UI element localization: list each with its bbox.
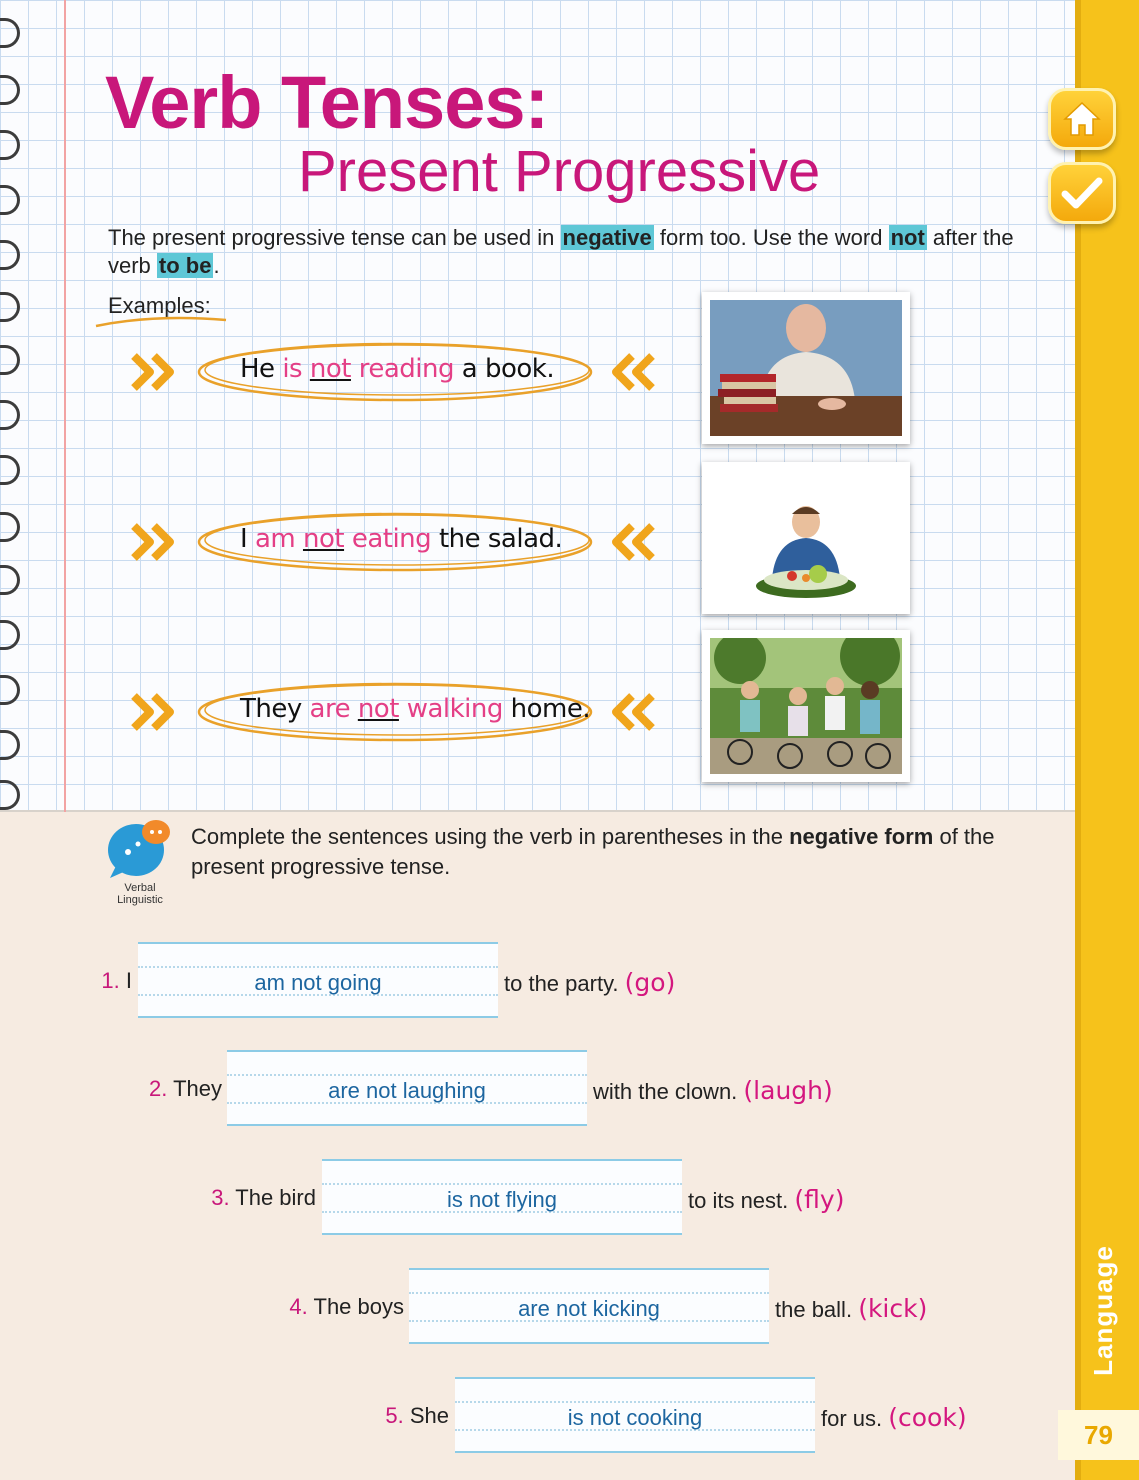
intro-text: The present progressive tense can be used in xyxy=(108,225,555,250)
man-with-books-photo xyxy=(702,292,910,444)
exercise-prefix xyxy=(385,1403,449,1429)
verb-hint: (go) xyxy=(624,968,676,997)
exercise-number: 2. xyxy=(149,1076,168,1101)
check-button[interactable] xyxy=(1048,162,1116,224)
sentence-rest: the salad. xyxy=(438,524,563,554)
instruction-text: Complete the sentences using the verb in parentheses in the xyxy=(191,824,783,849)
boy-with-salad-photo xyxy=(702,462,910,614)
double-chevron-right-icon xyxy=(130,688,186,736)
exercise-subject: They xyxy=(173,1076,222,1101)
sentence-rest: a book. xyxy=(461,354,555,384)
auxiliary-verb: am xyxy=(254,524,296,554)
answer-text: is not cooking xyxy=(567,1405,703,1430)
home-button[interactable] xyxy=(1048,88,1116,150)
subject: I xyxy=(240,524,248,554)
section-label: Language xyxy=(1087,1244,1118,1376)
verbal-linguistic-label xyxy=(100,882,180,906)
intro-paragraph xyxy=(108,224,1038,280)
exercise-suffix xyxy=(688,1185,844,1214)
example-sentence-row xyxy=(130,678,670,748)
examples-underline xyxy=(94,310,234,330)
exercise-rest: the ball. xyxy=(775,1297,853,1322)
notebook-margin-line xyxy=(64,0,66,812)
double-chevron-left-icon xyxy=(600,348,656,396)
verb-hint: (kick) xyxy=(858,1294,928,1323)
family-on-bikes-photo xyxy=(702,630,910,782)
answer-field[interactable] xyxy=(322,1159,682,1235)
example-sentence xyxy=(240,524,562,554)
verbal-linguistic-icon xyxy=(106,818,176,882)
examples-label: Examples: xyxy=(108,293,211,318)
icon-label-line: Linguistic xyxy=(117,894,163,906)
exercise-suffix xyxy=(504,968,675,997)
auxiliary-verb: is xyxy=(282,354,303,384)
highlight-not: not xyxy=(890,225,925,250)
example-sentence xyxy=(240,354,554,384)
example-sentence-row xyxy=(130,338,670,408)
exercise-number: 3. xyxy=(211,1185,230,1210)
instruction-text: of the present progressive tense. xyxy=(191,824,995,879)
exercise-suffix xyxy=(821,1403,967,1432)
highlight-negative: negative xyxy=(562,225,652,250)
exercise-item xyxy=(0,1050,1060,1128)
subject: They xyxy=(240,694,302,724)
answer-field[interactable] xyxy=(227,1050,587,1126)
main-verb: walking xyxy=(406,694,503,724)
exercise-number: 5. xyxy=(385,1403,404,1428)
exercise-number: 1. xyxy=(101,968,120,993)
answer-text: is not flying xyxy=(446,1187,558,1212)
negation-word: not xyxy=(357,694,399,724)
exercise-prefix xyxy=(289,1294,404,1320)
exercise-subject: The bird xyxy=(235,1185,316,1210)
example-sentence xyxy=(240,694,590,724)
exercise-subject: She xyxy=(409,1403,449,1428)
icon-label-line: Verbal xyxy=(124,882,156,894)
exercise-subject: I xyxy=(125,968,132,993)
double-chevron-right-icon xyxy=(130,518,186,566)
verb-hint: (fly) xyxy=(794,1185,845,1214)
auxiliary-verb: are xyxy=(309,694,351,724)
intro-text: . xyxy=(213,253,220,278)
answer-field[interactable] xyxy=(409,1268,769,1344)
answer-text: am not going xyxy=(254,970,382,995)
exercise-rest: with the clown. xyxy=(593,1079,738,1104)
exercise-rest: for us. xyxy=(821,1406,883,1431)
instruction-bold: negative form xyxy=(789,824,934,849)
exercise-subject: The boys xyxy=(313,1294,404,1319)
double-chevron-left-icon xyxy=(600,688,656,736)
answer-text: are not kicking xyxy=(518,1296,660,1321)
exercise-item xyxy=(0,1377,1060,1455)
exercise-item xyxy=(0,1159,1060,1237)
double-chevron-right-icon xyxy=(130,348,186,396)
boy-with-salad-image xyxy=(710,470,902,606)
exercise-prefix xyxy=(149,1076,222,1102)
answer-field[interactable] xyxy=(138,942,498,1018)
answer-text: are not laughing xyxy=(328,1078,486,1103)
man-with-books-image xyxy=(710,300,902,436)
page-subtitle: Present Progressive xyxy=(298,139,821,204)
family-on-bikes-image xyxy=(710,638,902,774)
exercise-item xyxy=(0,942,1060,1020)
activity-instruction xyxy=(191,822,1041,882)
page-title: Verb Tenses: xyxy=(105,61,549,144)
example-sentence-row xyxy=(130,508,670,578)
negation-word: not xyxy=(309,354,351,384)
section-tab[interactable] xyxy=(1083,1220,1123,1400)
exercise-rest: to the party. xyxy=(504,971,619,996)
page-number: 79 xyxy=(1058,1410,1139,1460)
main-verb: reading xyxy=(358,354,454,384)
exercise-prefix xyxy=(101,968,132,994)
verb-hint: (laugh) xyxy=(743,1076,833,1105)
exercise-prefix xyxy=(211,1185,316,1211)
answer-field[interactable] xyxy=(455,1377,815,1453)
intro-text: form too. Use the word xyxy=(659,225,883,250)
sentence-rest: home. xyxy=(510,694,591,724)
double-chevron-left-icon xyxy=(600,518,656,566)
exercise-number: 4. xyxy=(289,1294,308,1319)
check-icon xyxy=(1061,174,1103,212)
subject: He xyxy=(240,354,275,384)
exercise-item xyxy=(0,1268,1060,1346)
exercise-suffix xyxy=(593,1076,833,1105)
highlight-to-be: to be xyxy=(158,253,212,278)
exercise-rest: to its nest. xyxy=(688,1188,789,1213)
negation-word: not xyxy=(302,524,345,554)
main-verb: eating xyxy=(351,524,432,554)
verb-hint: (cook) xyxy=(888,1403,967,1432)
intro-text: after the verb xyxy=(108,225,1014,278)
home-icon xyxy=(1062,100,1102,138)
exercise-suffix xyxy=(775,1294,927,1323)
